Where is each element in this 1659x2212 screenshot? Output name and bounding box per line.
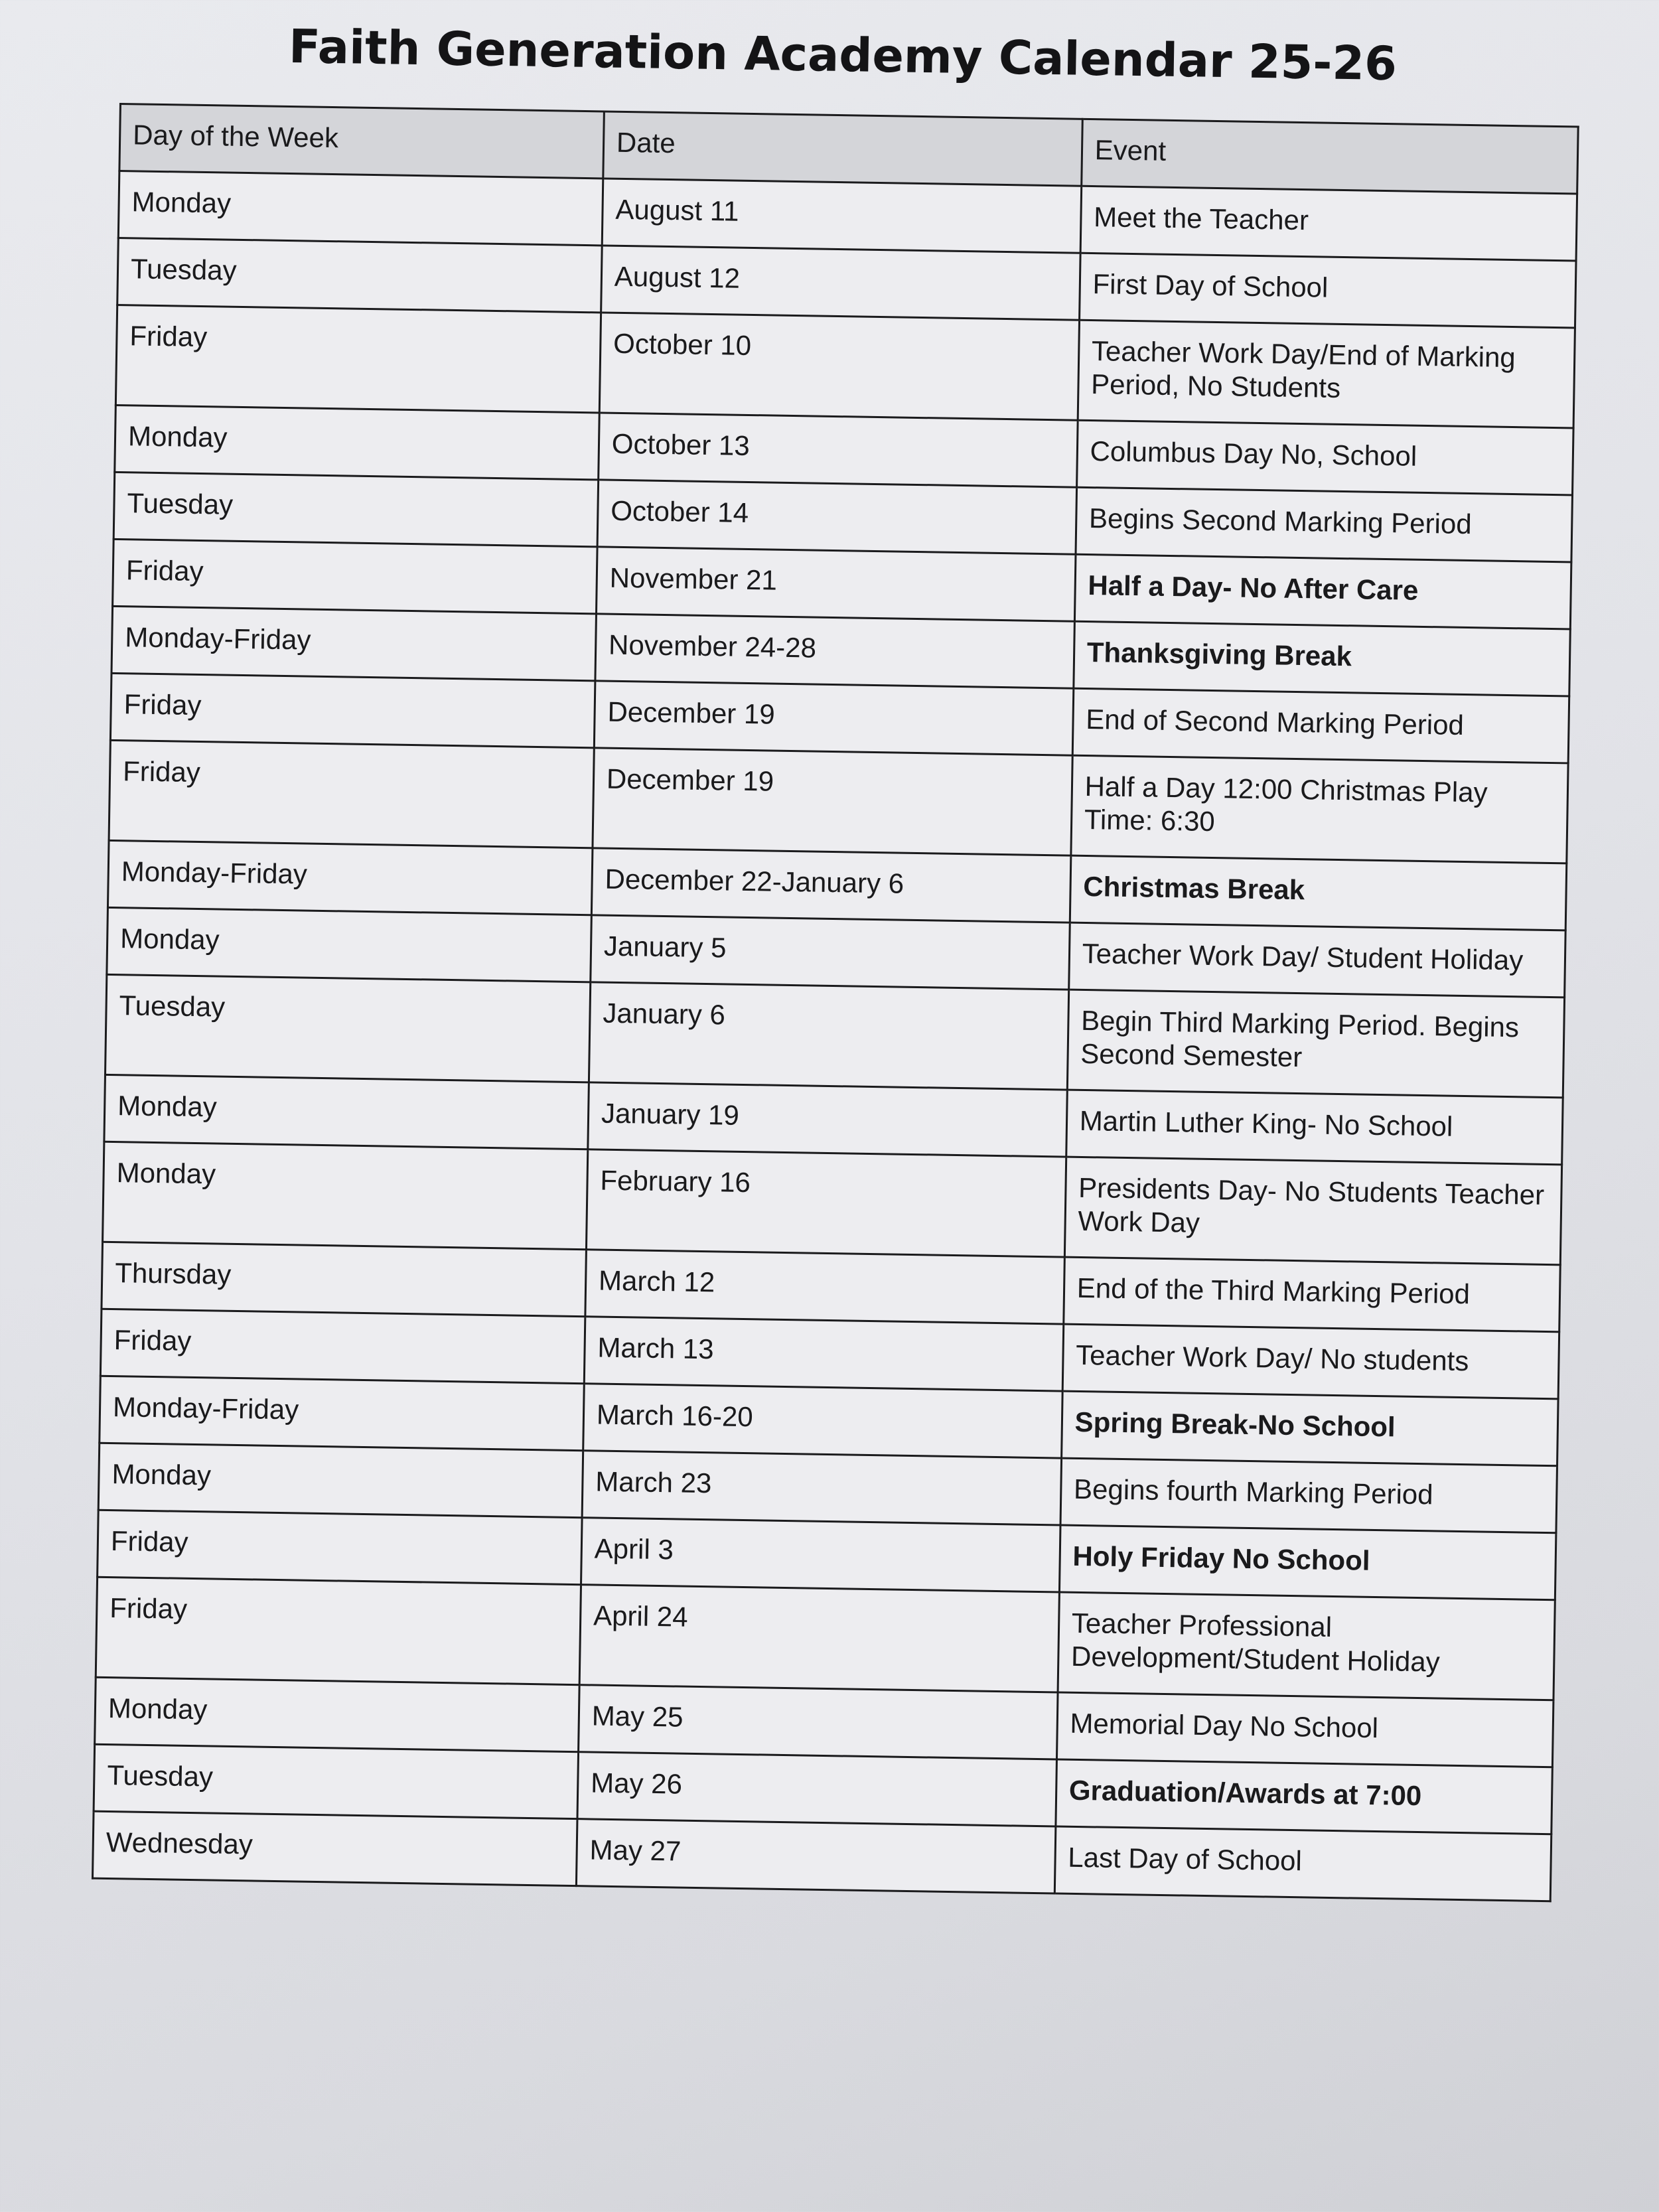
event-cell: Teacher Work Day/ Student Holiday (1068, 922, 1565, 997)
date-cell: April 24 (579, 1585, 1059, 1692)
event-cell: Half a Day- No After Care (1074, 554, 1571, 629)
day-cell: Friday (100, 1309, 585, 1383)
date-cell: March 13 (584, 1317, 1063, 1391)
day-cell: Friday (110, 673, 595, 747)
day-cell: Monday-Friday (100, 1376, 584, 1450)
event-cell: Teacher Professional Development/Student Holiday (1058, 1592, 1555, 1700)
event-cell: Presidents Day- No Students Teacher Work Day (1064, 1157, 1562, 1265)
day-cell: Friday (96, 1577, 581, 1684)
date-cell: January 19 (588, 1082, 1067, 1157)
day-cell: Monday (118, 171, 603, 246)
day-cell: Monday (107, 907, 591, 982)
date-cell: March 16-20 (583, 1384, 1062, 1458)
day-cell: Friday (109, 740, 594, 848)
event-cell: Half a Day 12:00 Christmas Play Time: 6:30 (1071, 755, 1569, 863)
day-cell: Tuesday (113, 472, 598, 546)
column-header-day: Day of the Week (119, 104, 604, 179)
day-cell: Thursday (102, 1242, 586, 1316)
date-cell: October 13 (599, 413, 1078, 487)
day-cell: Monday (104, 1074, 589, 1149)
day-cell: Monday (115, 405, 599, 479)
page-title: Faith Generation Academy Calendar 25-26 (288, 19, 1398, 92)
day-cell: Tuesday (94, 1744, 578, 1818)
event-cell: Begins fourth Marking Period (1060, 1458, 1557, 1533)
event-cell: Teacher Work Day/End of Marking Period, No Students (1078, 320, 1575, 428)
event-cell: Begins Second Marking Period (1076, 487, 1573, 562)
date-cell: April 3 (581, 1518, 1060, 1592)
event-cell: Christmas Break (1070, 855, 1567, 930)
event-cell: Begin Third Marking Period. Begins Second Semester (1067, 990, 1565, 1098)
event-cell: Graduation/Awards at 7:00 (1056, 1759, 1553, 1834)
date-cell: May 27 (576, 1819, 1055, 1893)
column-header-date: Date (603, 111, 1082, 186)
day-cell: Friday (98, 1510, 582, 1584)
date-cell: January 5 (591, 915, 1070, 990)
day-cell: Tuesday (117, 238, 602, 312)
date-cell: August 12 (601, 246, 1080, 320)
date-cell: October 10 (599, 313, 1079, 420)
day-cell: Friday (115, 305, 601, 412)
day-cell: Monday (95, 1677, 579, 1751)
calendar-body (92, 171, 1577, 1901)
date-cell: August 11 (602, 179, 1081, 253)
day-cell: Monday-Friday (108, 840, 592, 915)
day-cell: Monday-Friday (111, 606, 596, 680)
event-cell: Holy Friday No School (1059, 1525, 1556, 1600)
date-cell: October 14 (597, 480, 1076, 554)
event-cell: End of Second Marking Period (1072, 688, 1569, 763)
date-cell: January 6 (589, 982, 1068, 1090)
column-header-event: Event (1081, 119, 1578, 194)
day-cell: Wednesday (92, 1811, 577, 1885)
day-cell: Monday (103, 1142, 588, 1249)
date-cell: May 26 (577, 1752, 1056, 1826)
event-cell: Last Day of School (1054, 1826, 1551, 1901)
date-cell: February 16 (586, 1149, 1066, 1257)
event-cell: Martin Luther King- No School (1066, 1090, 1563, 1165)
event-cell: Columbus Day No, School (1076, 420, 1573, 495)
date-cell: November 21 (596, 547, 1075, 621)
event-cell: End of the Third Marking Period (1063, 1257, 1560, 1332)
calendar-table (92, 103, 1579, 1902)
date-cell: March 23 (582, 1451, 1061, 1525)
date-cell: March 12 (585, 1250, 1064, 1324)
date-cell: May 25 (578, 1685, 1057, 1759)
event-cell: Spring Break-No School (1061, 1391, 1558, 1466)
day-cell: Friday (113, 539, 597, 613)
event-cell: First Day of School (1079, 253, 1576, 328)
event-cell: Meet the Teacher (1080, 186, 1577, 261)
day-cell: Monday (98, 1443, 583, 1517)
date-cell: December 19 (594, 681, 1073, 755)
event-cell: Teacher Work Day/ No students (1062, 1324, 1559, 1399)
event-cell: Thanksgiving Break (1074, 621, 1571, 696)
date-cell: December 19 (593, 748, 1072, 855)
date-cell: November 24-28 (595, 614, 1074, 688)
event-cell: Memorial Day No School (1056, 1692, 1553, 1767)
day-cell: Tuesday (105, 974, 590, 1082)
date-cell: December 22-January 6 (591, 848, 1070, 922)
